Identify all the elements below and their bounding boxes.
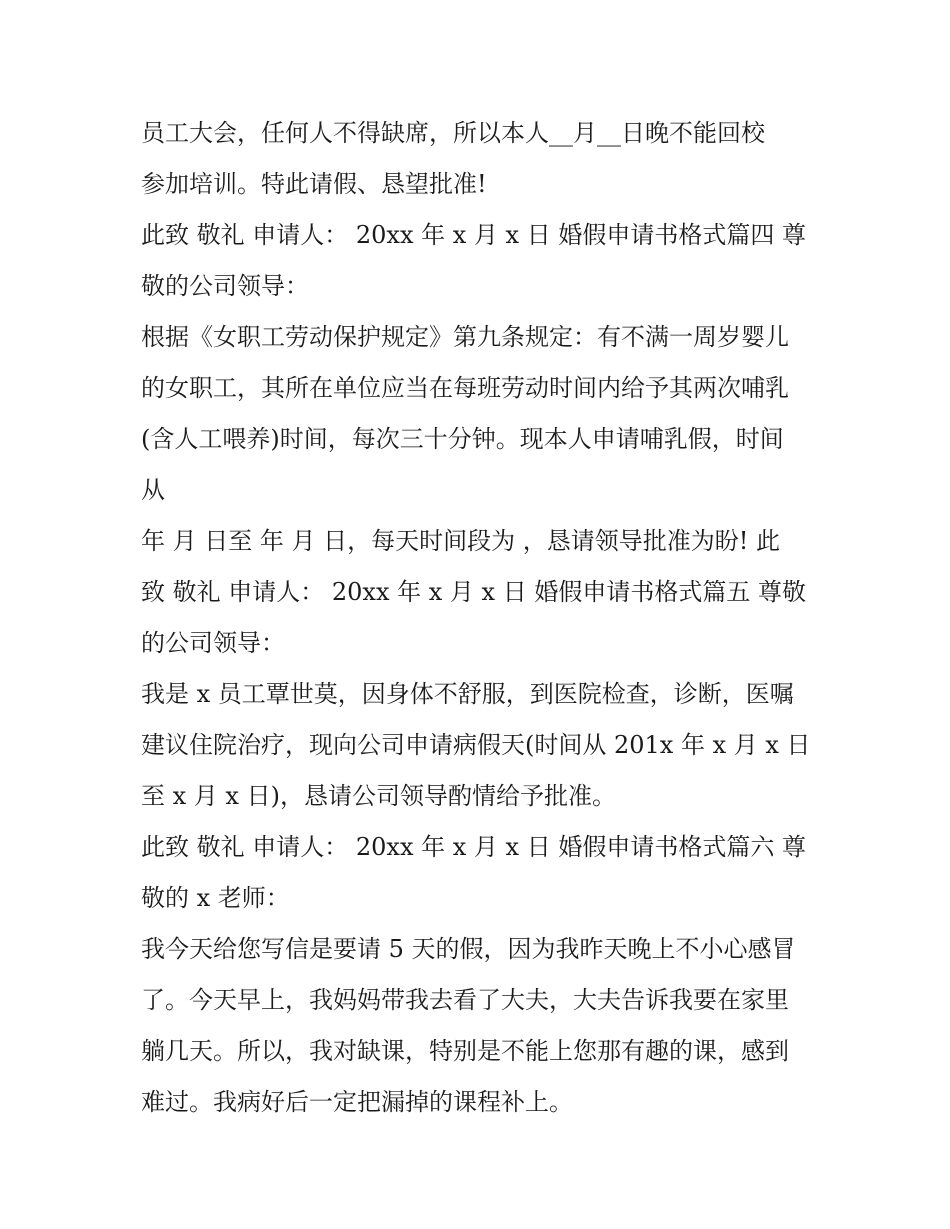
text-line: 我是 x 员工覃世莫，因身体不舒服，到医院检查，诊断，医嘱 <box>141 680 794 708</box>
text-line: (含人工喂养)时间，每次三十分钟。现本人申请哺乳假，时间 <box>141 425 784 453</box>
text-line: 参加培训。特此请假、恳望批准! <box>141 170 487 198</box>
text-line: 此致 敬礼 申请人： 20xx 年 x 月 x 日 婚假申请书格式篇六 尊 <box>141 833 806 861</box>
text-line: 年 月 日至 年 月 日，每天时间段为 ，恳请领导批准为盼! 此 <box>141 527 781 555</box>
text-line: 建议住院治疗，现向公司申请病假天(时间从 201x 年 x 月 x 日 <box>141 731 811 759</box>
text-line: 躺几天。所以，我对缺课，特别是不能上您那有趣的课，感到 <box>141 1037 789 1065</box>
text-line: 致 敬礼 申请人： 20xx 年 x 月 x 日 婚假申请书格式篇五 尊敬 <box>141 578 806 606</box>
text-line: 了。今天早上，我妈妈带我去看了大夫，大夫告诉我要在家里 <box>141 986 789 1014</box>
text-line: 难过。我病好后一定把漏掉的课程补上。 <box>141 1088 573 1116</box>
text-line: 员工大会，任何人不得缺席，所以本人__月__日晚不能回校 <box>141 119 765 147</box>
text-line: 敬的 x 老师： <box>141 884 290 912</box>
text-line: 至 x 月 x 日)，恳请公司领导酌情给予批准。 <box>141 782 616 810</box>
text-line: 我今天给您写信是要请 5 天的假，因为我昨天晚上不小心感冒 <box>141 935 796 963</box>
text-line: 的公司领导： <box>141 629 285 657</box>
text-line: 从 <box>141 476 165 504</box>
text-line: 的女职工，其所在单位应当在每班劳动时间内给予其两次哺乳 <box>141 374 789 402</box>
text-line: 此致 敬礼 申请人： 20xx 年 x 月 x 日 婚假申请书格式篇四 尊 <box>141 221 806 249</box>
text-line: 根据《女职工劳动保护规定》第九条规定：有不满一周岁婴儿 <box>141 323 789 351</box>
text-line: 敬的公司领导： <box>141 272 309 300</box>
document-body <box>141 108 821 1128</box>
